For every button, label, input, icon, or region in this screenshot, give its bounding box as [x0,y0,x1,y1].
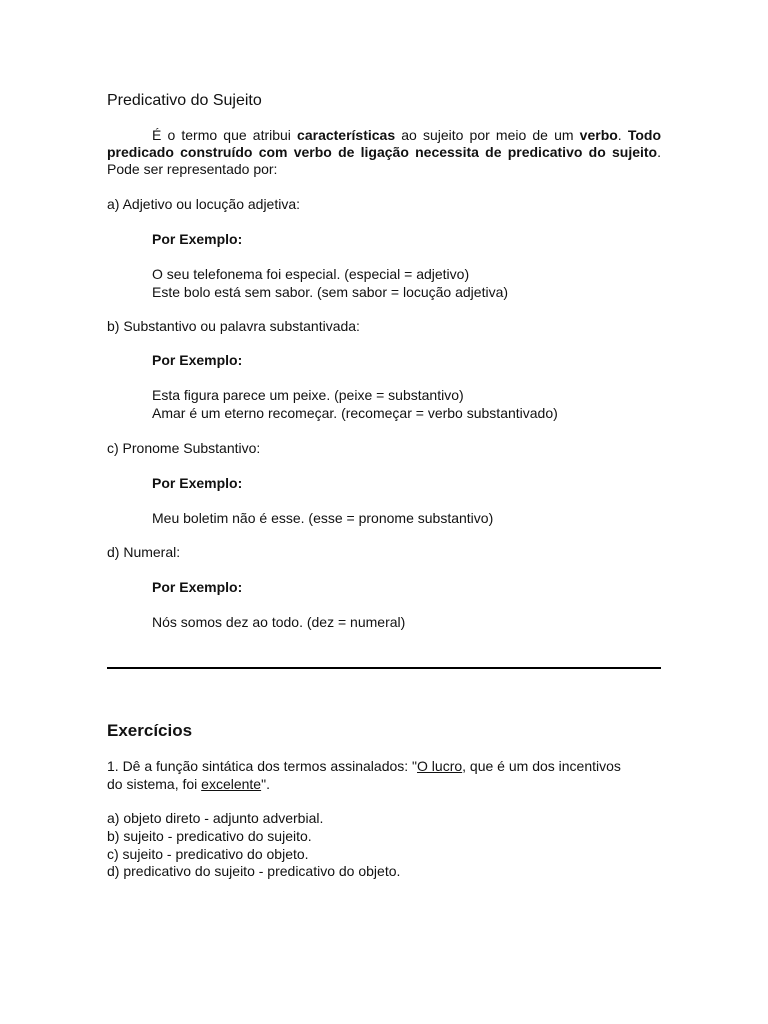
example-line: Meu boletim não é esse. (esse = pronome substantivo) [152,510,494,526]
question-1-line-1 [107,758,621,775]
intro-paragraph [107,127,661,178]
intro-text: . [617,127,628,143]
item-heading-d: d) Numeral: [107,544,181,560]
intro-text: É o termo que atribui [152,127,298,143]
highlighted-term-excelente: excelente [201,776,262,792]
intro-bold-caracteristicas: características [297,127,396,143]
examples-label: Por Exemplo: [152,231,243,247]
answer-option-c: c) sujeito - predicativo do objeto. [107,846,309,862]
intro-bold-rule: Todo predicado construído com verbo de ligação necessita de predicativo do sujeito [107,127,661,160]
item-heading-b: b) Substantivo ou palavra substantivada: [107,318,360,334]
question-text: ". [261,776,270,792]
highlighted-term-o-lucro: O lucro [417,758,463,774]
answer-option-b: b) sujeito - predicativo do sujeito. [107,828,312,844]
answer-option-d: d) predicativo do sujeito - predicativo do objeto. [107,863,401,879]
example-line: Esta figura parece um peixe. (peixe = substantivo) [152,387,464,403]
question-text: 1. Dê a função sintática dos termos assinalados: " [107,758,418,774]
examples-label: Por Exemplo: [152,579,243,595]
intro-text: ao sujeito por meio de um [395,127,580,143]
exercises-title: Exercícios [107,721,193,740]
intro-bold-verbo: verbo [579,127,618,143]
question-text: , que é um dos incentivos [462,758,621,774]
examples-label: Por Exemplo: [152,352,243,368]
example-line: O seu telefonema foi especial. (especial = adjetivo) [152,266,470,282]
question-1-line-2 [107,776,270,793]
examples-label: Por Exemplo: [152,475,243,491]
intro-text: . Pode ser representado por: [107,144,661,177]
item-heading-a: a) Adjetivo ou locução adjetiva: [107,196,301,212]
question-text: do sistema, foi [107,776,202,792]
example-line: Amar é um eterno recomeçar. (recomeçar = verbo substantivado) [152,405,558,421]
example-line: Este bolo está sem sabor. (sem sabor = locução adjetiva) [152,284,509,300]
answer-option-a: a) objeto direto - adjunto adverbial. [107,810,324,826]
section-title: Predicativo do Sujeito [107,92,262,109]
item-heading-c: c) Pronome Substantivo: [107,440,261,456]
example-line: Nós somos dez ao todo. (dez = numeral) [152,614,406,630]
section-divider [107,667,661,669]
